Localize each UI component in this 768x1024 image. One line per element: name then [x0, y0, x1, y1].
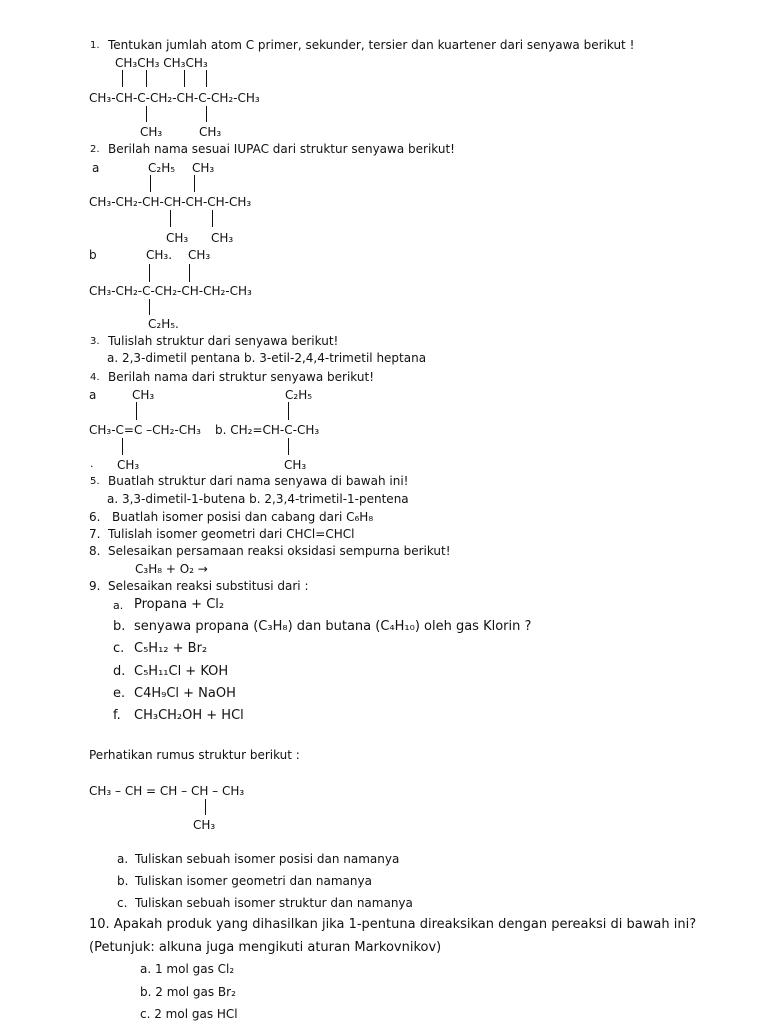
q1-formula-main: CH₃-CH-C-CH₂-CH-C-CH₂-CH₃ — [89, 91, 260, 105]
q3-text: Tulislah struktur dari senyawa berikut! — [108, 334, 339, 348]
q10-text: 10. Apakah produk yang dihasilkan jika 1-pentuna direaksikan dengan pereaksi di bawah ini? — [89, 917, 697, 932]
q1-bond-2 — [146, 70, 147, 87]
q4-dot: . — [90, 457, 94, 470]
perhatikan-item-a-label: a. — [117, 852, 129, 866]
perhatikan-item-b-label: b. — [117, 874, 129, 888]
q2-a-bond-1 — [150, 175, 151, 192]
q8-reaction: C₃H₈ + O₂ → — [135, 562, 208, 576]
q2-b-bond-1 — [149, 264, 150, 282]
q4-a-bond-2 — [122, 438, 123, 455]
perhatikan-item-b-text: Tuliskan isomer geometri dan namanya — [135, 874, 372, 888]
q2-a-top-1: C₂H₅ — [148, 161, 176, 175]
q1-bond-3 — [184, 70, 185, 87]
q4-a-label: a — [89, 388, 97, 402]
q1-text: Tentukan jumlah atom C primer, sekunder, tersier dan kuartener dari senyawa berikut ! — [108, 38, 635, 52]
q4-a-top: CH₃ — [132, 388, 155, 402]
q5-text: Buatlah struktur dari nama senyawa di bawah ini! — [108, 474, 409, 488]
perhatikan-item-c-text: Tuliskan sebuah isomer struktur dan namanya — [135, 896, 413, 910]
q10-hint: (Petunjuk: alkuna juga mengikuti aturan Markovnikov) — [89, 940, 442, 955]
q2-a-bond-4 — [212, 210, 213, 227]
perhatikan-bond — [205, 799, 206, 815]
perhatikan-branch: CH₃ — [193, 818, 216, 832]
q1-number: 1. — [90, 40, 100, 51]
q10-item-b: b. 2 mol gas Br₂ — [140, 985, 236, 999]
q5-items: a. 3,3-dimetil-1-butena b. 2,3,4-trimetil-1-pentena — [107, 492, 409, 506]
q8-text: Selesaikan persamaan reaksi oksidasi sempurna berikut! — [108, 544, 451, 558]
q1-bond-4 — [206, 70, 207, 87]
q4-text: Berilah nama dari struktur senyawa berikut! — [108, 370, 375, 384]
q3-items: a. 2,3-dimetil pentana b. 3-etil-2,4,4-trimetil heptana — [107, 351, 427, 365]
q9-item-a-text: Propana + Cl₂ — [134, 597, 225, 612]
q10-item-c: c. 2 mol gas HCl — [140, 1007, 238, 1021]
q9-number: 9. — [89, 579, 101, 593]
q9-item-b-text: senyawa propana (C₃H₈) dan butana (C₄H₁₀) oleh gas Klorin ? — [134, 619, 532, 634]
q3-number: 3. — [90, 336, 100, 347]
perhatikan-formula: CH₃ – CH = CH – CH – CH₃ — [89, 784, 245, 798]
q2-b-top-2: CH₃ — [188, 248, 211, 262]
q4-a-bond-1 — [136, 402, 137, 420]
q1-formula-bottom-1: CH₃ — [140, 125, 163, 139]
perhatikan-item-a-text: Tuliskan sebuah isomer posisi dan namanya — [135, 852, 400, 866]
q4-a-bottom: CH₃ — [117, 458, 140, 472]
q6-number: 6. — [89, 510, 101, 524]
q2-a-main: CH₃-CH₂-CH-CH-CH-CH-CH₃ — [89, 195, 252, 209]
q2-a-label: a — [92, 161, 100, 175]
q2-b-bond-3 — [149, 299, 150, 315]
q7-number: 7. — [89, 527, 101, 541]
q9-item-e-label: e. — [113, 686, 126, 701]
q6-text: Buatlah isomer posisi dan cabang dari C₆H₈ — [112, 510, 374, 524]
q4-number: 4. — [90, 372, 100, 383]
q2-a-bottom-1: CH₃ — [166, 231, 189, 245]
perhatikan-item-c-label: c. — [117, 896, 128, 910]
q9-item-d-label: d. — [113, 664, 126, 679]
q2-a-bond-3 — [170, 210, 171, 227]
q4-b-top: C₂H₅ — [285, 388, 313, 402]
q5-number: 5. — [90, 476, 100, 487]
q9-item-c-label: c. — [113, 641, 125, 656]
q4-b-main: b. CH₂=CH-C-CH₃ — [215, 423, 320, 437]
q2-b-label: b — [89, 248, 97, 262]
q9-item-f-text: CH₃CH₂OH + HCl — [134, 708, 244, 723]
q2-b-top-1: CH₃. — [146, 248, 173, 262]
q10-item-a: a. 1 mol gas Cl₂ — [140, 962, 235, 976]
q2-text: Berilah nama sesuai IUPAC dari struktur senyawa berikut! — [108, 142, 455, 156]
q9-item-a-label: a. — [113, 599, 124, 612]
q9-item-e-text: C4H₉Cl + NaOH — [134, 686, 236, 701]
q9-item-d-text: C₅H₁₁Cl + KOH — [134, 664, 229, 679]
q1-bond-1 — [122, 70, 123, 87]
q2-a-top-2: CH₃ — [192, 161, 215, 175]
q4-b-bond-2 — [288, 438, 289, 455]
q1-formula-top: CH₃CH₃ CH₃CH₃ — [115, 56, 208, 70]
q2-a-bond-2 — [194, 175, 195, 192]
q1-bond-6 — [206, 106, 207, 122]
q2-b-main: CH₃-CH₂-C-CH₂-CH-CH₂-CH₃ — [89, 284, 252, 298]
q2-b-bond-2 — [189, 264, 190, 282]
q2-a-bottom-2: CH₃ — [211, 231, 234, 245]
q9-item-c-text: C₅H₁₂ + Br₂ — [134, 641, 208, 656]
q7-text: Tulislah isomer geometri dari CHCl=CHCl — [108, 527, 355, 541]
q9-item-f-label: f. — [113, 708, 121, 723]
q9-item-b-label: b. — [113, 619, 126, 634]
q2-b-bottom: C₂H₅. — [148, 317, 179, 331]
q1-formula-bottom-2: CH₃ — [199, 125, 222, 139]
q4-b-bond-1 — [288, 402, 289, 420]
q4-a-main: CH₃-C=C –CH₂-CH₃ — [89, 423, 201, 437]
q2-number: 2. — [90, 144, 100, 155]
perhatikan-title: Perhatikan rumus struktur berikut : — [89, 748, 300, 762]
q4-b-bottom: CH₃ — [284, 458, 307, 472]
q9-text: Selesaikan reaksi substitusi dari : — [108, 579, 309, 593]
q1-bond-5 — [146, 106, 147, 122]
q8-number: 8. — [89, 544, 101, 558]
